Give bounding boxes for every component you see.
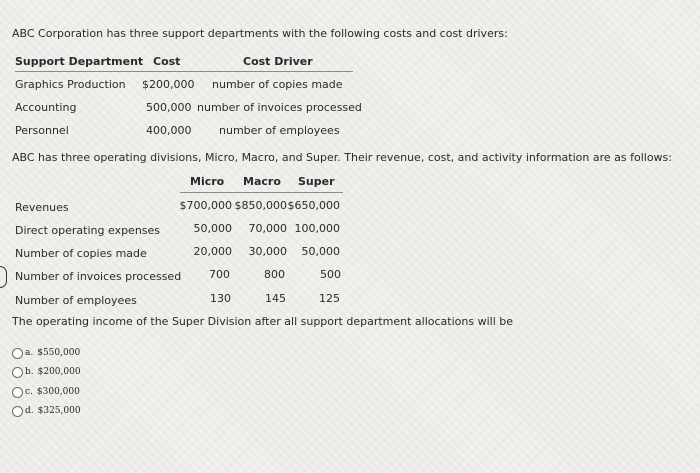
option-d[interactable] xyxy=(12,405,81,417)
division-cell: 50,000 xyxy=(193,222,232,235)
division-row-label: Number of copies made xyxy=(15,247,147,260)
option-letter: c. xyxy=(25,387,33,397)
question-text: The operating income of the Super Division after all support department allocations will be xyxy=(12,315,514,328)
support-row-dept: Accounting xyxy=(15,101,77,114)
option-value: $200,000 xyxy=(37,367,81,377)
division-cell: $700,000 xyxy=(179,199,232,212)
intro-text: ABC Corporation has three support departments with the following costs and cost drivers: xyxy=(12,27,508,40)
option-b[interactable] xyxy=(12,366,81,378)
radio-button[interactable] xyxy=(12,348,23,359)
radio-button[interactable] xyxy=(12,367,23,378)
support-row-cost: 400,000 xyxy=(146,124,192,137)
division-cell: 700 xyxy=(209,268,230,281)
division-header-rule xyxy=(180,192,343,193)
support-row-driver: number of copies made xyxy=(212,78,343,91)
support-row-dept: Graphics Production xyxy=(15,78,126,91)
division-cell: $650,000 xyxy=(287,199,340,212)
option-letter: b. xyxy=(25,367,34,377)
support-header-cost: Cost xyxy=(153,55,181,68)
support-row-cost: 500,000 xyxy=(146,101,192,114)
division-cell: 500 xyxy=(320,268,341,281)
support-header-dept: Support Department xyxy=(15,55,144,68)
support-row-dept: Personnel xyxy=(15,124,69,137)
division-cell: $850,000 xyxy=(234,199,287,212)
option-value: $325,000 xyxy=(37,406,81,416)
division-row-label: Number of invoices processed xyxy=(15,270,182,283)
support-row-driver: number of employees xyxy=(219,124,340,137)
division-header-macro: Macro xyxy=(243,175,281,188)
division-cell: 145 xyxy=(265,292,286,305)
division-row-label: Number of employees xyxy=(15,294,137,307)
option-c[interactable] xyxy=(12,386,80,398)
support-header-rule xyxy=(15,71,353,72)
division-cell: 20,000 xyxy=(193,245,232,258)
division-cell: 100,000 xyxy=(294,222,340,235)
divisions-intro-text: ABC has three operating divisions, Micro, Macro, and Super. Their revenue, cost, and activity information are as follows: xyxy=(12,151,672,164)
option-value: $300,000 xyxy=(36,387,80,397)
option-value: $550,000 xyxy=(37,348,81,358)
division-row-label: Direct operating expenses xyxy=(15,224,161,237)
radio-button[interactable] xyxy=(12,406,23,417)
option-a[interactable] xyxy=(12,347,80,359)
support-row-cost: $200,000 xyxy=(142,78,195,91)
option-letter: d. xyxy=(25,406,34,416)
division-header-super: Super xyxy=(298,175,335,188)
division-cell: 130 xyxy=(210,292,231,305)
division-cell: 70,000 xyxy=(248,222,287,235)
division-row-label: Revenues xyxy=(15,201,69,214)
division-cell: 50,000 xyxy=(301,245,340,258)
support-row-driver: number of invoices processed xyxy=(197,101,362,114)
division-cell: 30,000 xyxy=(248,245,287,258)
option-letter: a. xyxy=(25,348,34,358)
support-header-driver: Cost Driver xyxy=(243,55,313,68)
division-cell: 125 xyxy=(319,292,340,305)
division-cell: 800 xyxy=(264,268,285,281)
division-header-micro: Micro xyxy=(190,175,225,188)
edge-bracket xyxy=(0,266,7,288)
radio-button[interactable] xyxy=(12,387,23,398)
